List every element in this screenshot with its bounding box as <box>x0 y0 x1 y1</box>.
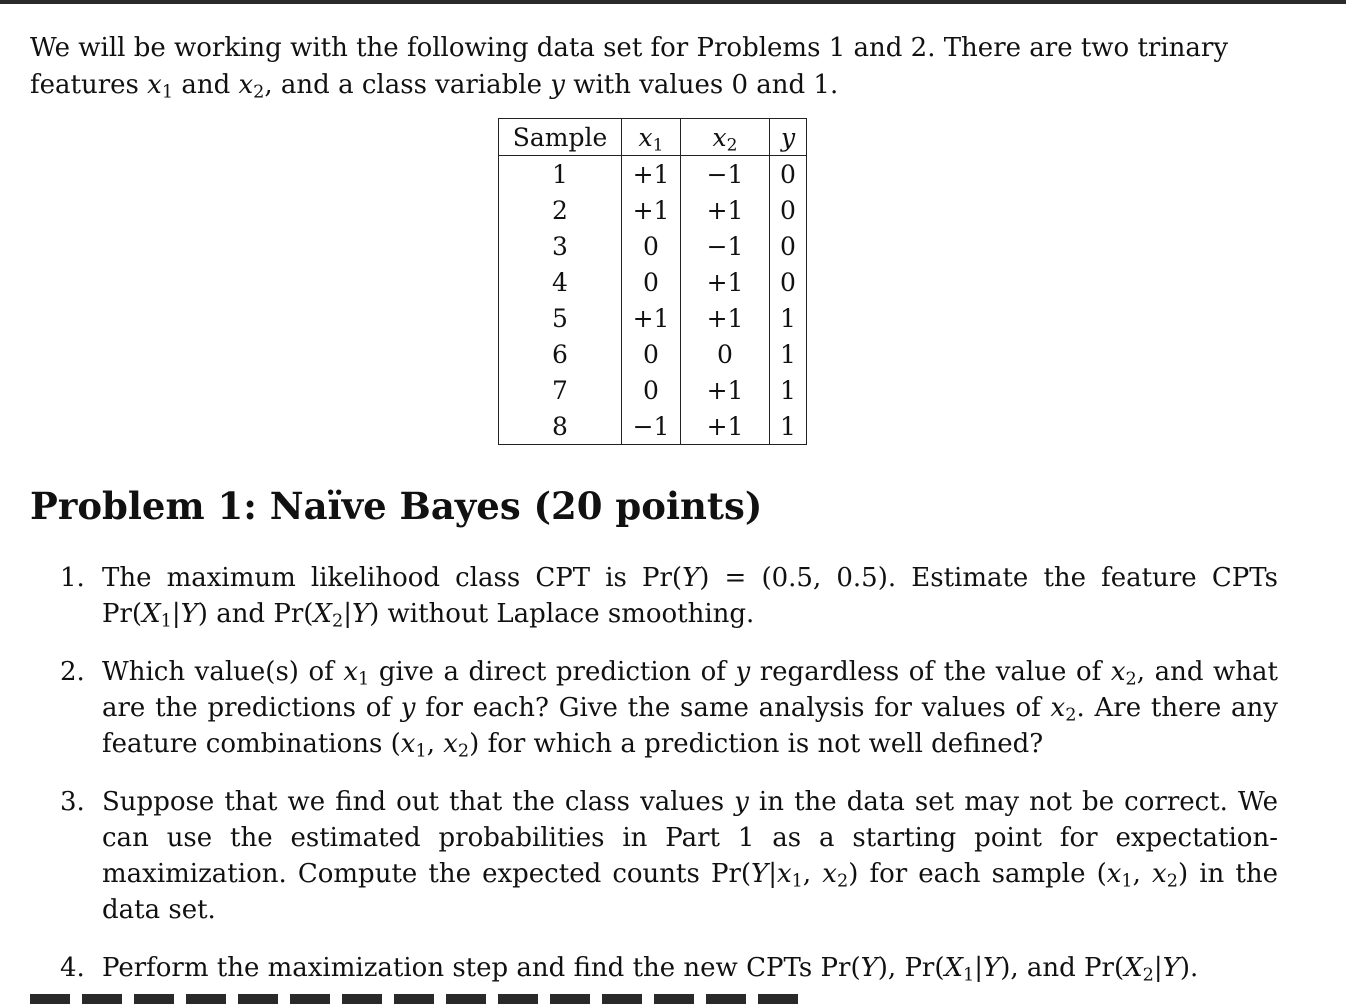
question-3: 3. Suppose that we find out that the class values y in the data set may not be correct. We can use the estimated probabilities in Part 1 as a starting point for expectation-maximization. Compute the expected counts $Pr(Y|x_1$, $x_2$) for each sample ($x_1$, $x_2$) in the data set. <box>60 784 1278 928</box>
data-table <box>498 118 807 445</box>
intro-text: and <box>173 70 239 100</box>
cell-y: 0 <box>770 192 807 228</box>
cell-sample: 3 <box>499 228 622 264</box>
header-x1: $x_1$ <box>622 119 681 156</box>
table-row <box>499 300 807 336</box>
var-x1: $x_1$ <box>147 70 174 103</box>
header-x2: $x_2$ <box>681 119 770 156</box>
cell-y: 0 <box>770 264 807 300</box>
cell-x2: 0 <box>681 336 770 372</box>
cell-x2: +1 <box>681 300 770 336</box>
question-2: 2. Which value(s) of $x_1$ give a direct prediction of y regardless of the value of $x_2$, and what are the predictions of y for each? Give the same analysis for values of $x_2$. Are there any feature combinations ($x_1$, $x_2$) for which a prediction is not well defined? <box>60 654 1278 762</box>
cell-sample: 5 <box>499 300 622 336</box>
cell-sample: 2 <box>499 192 622 228</box>
cell-sample: 8 <box>499 408 622 445</box>
question-4: 4. Perform the maximization step and find the new CPTs Pr(Y), $Pr(X_1|Y)$, and $Pr(X_2|Y)$. <box>60 950 1278 986</box>
table-row <box>499 336 807 372</box>
cell-x1: 0 <box>622 228 681 264</box>
cutoff-heading-fragment <box>30 990 810 1004</box>
cell-sample: 6 <box>499 336 622 372</box>
cell-x2: +1 <box>681 372 770 408</box>
cell-sample: 4 <box>499 264 622 300</box>
cell-x2: −1 <box>681 228 770 264</box>
cell-y: 0 <box>770 156 807 193</box>
cell-y: 1 <box>770 336 807 372</box>
problem-heading: Problem 1: Naïve Bayes (20 points) <box>30 484 763 528</box>
table-header-row <box>499 119 807 156</box>
cell-x2: +1 <box>681 408 770 445</box>
table-row <box>499 408 807 445</box>
intro-text: , and a class variable <box>264 70 551 100</box>
table-row <box>499 228 807 264</box>
cell-x1: +1 <box>622 192 681 228</box>
table-row <box>499 192 807 228</box>
cell-x1: 0 <box>622 336 681 372</box>
question-number: 3. <box>60 787 85 817</box>
cell-y: 1 <box>770 408 807 445</box>
cell-sample: 1 <box>499 156 622 193</box>
table-row <box>499 264 807 300</box>
header-y: y <box>770 119 807 156</box>
cell-x2: −1 <box>681 156 770 193</box>
top-rule <box>0 0 1346 4</box>
var-x2: $x_2$ <box>238 70 265 103</box>
cell-x1: 0 <box>622 264 681 300</box>
cell-x1: +1 <box>622 156 681 193</box>
var-y: y <box>550 70 565 100</box>
cell-x1: 0 <box>622 372 681 408</box>
cell-sample: 7 <box>499 372 622 408</box>
cell-x1: +1 <box>622 300 681 336</box>
question-number: 4. <box>60 953 85 983</box>
header-sample: Sample <box>499 119 622 156</box>
cell-x2: +1 <box>681 264 770 300</box>
cell-x2: +1 <box>681 192 770 228</box>
question-number: 2. <box>60 657 85 687</box>
question-1: 1. The maximum likelihood class CPT is Pr(Y) = (0.5, 0.5). Estimate the feature CPTs $Pr(X_1|Y)$ and $Pr(X_2|Y)$ without Laplace smoothing. <box>60 560 1278 632</box>
intro-paragraph <box>30 30 1280 104</box>
table-body <box>499 156 807 445</box>
table-row <box>499 156 807 193</box>
intro-text: with values 0 and 1. <box>564 70 839 100</box>
cell-y: 0 <box>770 228 807 264</box>
question-number: 1. <box>60 563 85 593</box>
table-row <box>499 372 807 408</box>
cell-y: 1 <box>770 372 807 408</box>
cell-y: 1 <box>770 300 807 336</box>
question-list <box>60 560 1278 1008</box>
cell-x1: −1 <box>622 408 681 445</box>
intro-text: We will be working with the following data set for Problems 1 and 2. There are two trinary features <box>30 33 1229 100</box>
